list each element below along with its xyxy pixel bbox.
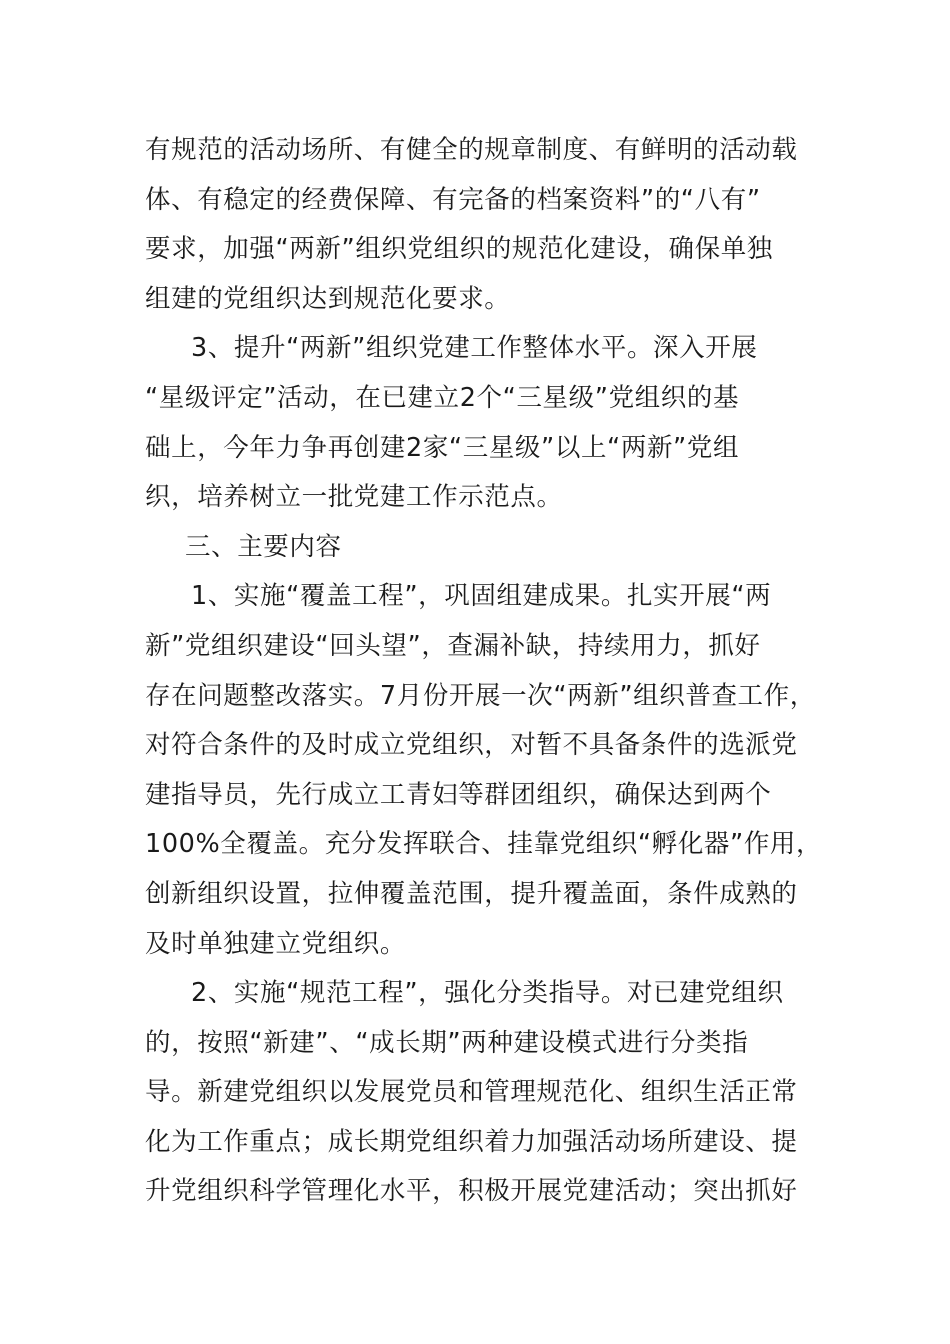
paragraph-line: 化为工作重点；成长期党组织着力加强活动场所建设、提: [145, 1126, 798, 1157]
paragraph-line: 对符合条件的及时成立党组织，对暂不具备条件的选派党: [145, 730, 798, 761]
paragraph-line: 导。新建党组织以发展党员和管理规范化、组织生活正常: [145, 1077, 798, 1108]
paragraph-line: 织，培养树立一批党建工作示范点。: [145, 482, 563, 513]
paragraph-line: 体、有稳定的经费保障、有完备的档案资料”的“八有”: [145, 184, 761, 215]
paragraph-line: 2、实施“规范工程”，强化分类指导。对已建党组织: [191, 978, 784, 1009]
paragraph-line: 3、提升“两新”组织党建工作整体水平。深入开展: [191, 333, 758, 364]
paragraph-line: 组建的党组织达到规范化要求。: [145, 283, 511, 314]
document-body: [145, 126, 825, 1217]
paragraph-line: 的，按照“新建”、“成长期”两种建设模式进行分类指: [145, 1027, 749, 1058]
section-heading: 三、主要内容: [185, 531, 342, 562]
paragraph-line: 100%全覆盖。充分发挥联合、挂靠党组织“孵化器”作用，: [145, 829, 823, 860]
paragraph-line: 升党组织科学管理化水平，积极开展党建活动；突出抓好: [145, 1176, 798, 1207]
paragraph-line: 创新组织设置，拉伸覆盖范围，提升覆盖面，条件成熟的: [145, 878, 798, 909]
paragraph-line: 及时单独建立党组织。: [145, 928, 407, 959]
paragraph-line: 要求，加强“两新”组织党组织的规范化建设，确保单独: [145, 234, 773, 265]
paragraph-line: 建指导员，先行成立工青妇等群团组织，确保达到两个: [145, 779, 772, 810]
paragraph-line: 新”党组织建设“回头望”，查漏补缺，持续用力，抓好: [145, 630, 761, 661]
paragraph-line: 存在问题整改落实。7月份开展一次“两新”组织普查工作，: [145, 680, 816, 711]
paragraph-line: 1、实施“覆盖工程”，巩固组建成果。扎实开展“两: [191, 581, 772, 612]
paragraph-line: 础上，今年力争再创建2家“三星级”以上“两新”党组: [145, 432, 740, 463]
paragraph-line: “星级评定”活动，在已建立2个“三星级”党组织的基: [145, 382, 740, 413]
paragraph-line: 有规范的活动场所、有健全的规章制度、有鲜明的活动载: [145, 135, 798, 165]
